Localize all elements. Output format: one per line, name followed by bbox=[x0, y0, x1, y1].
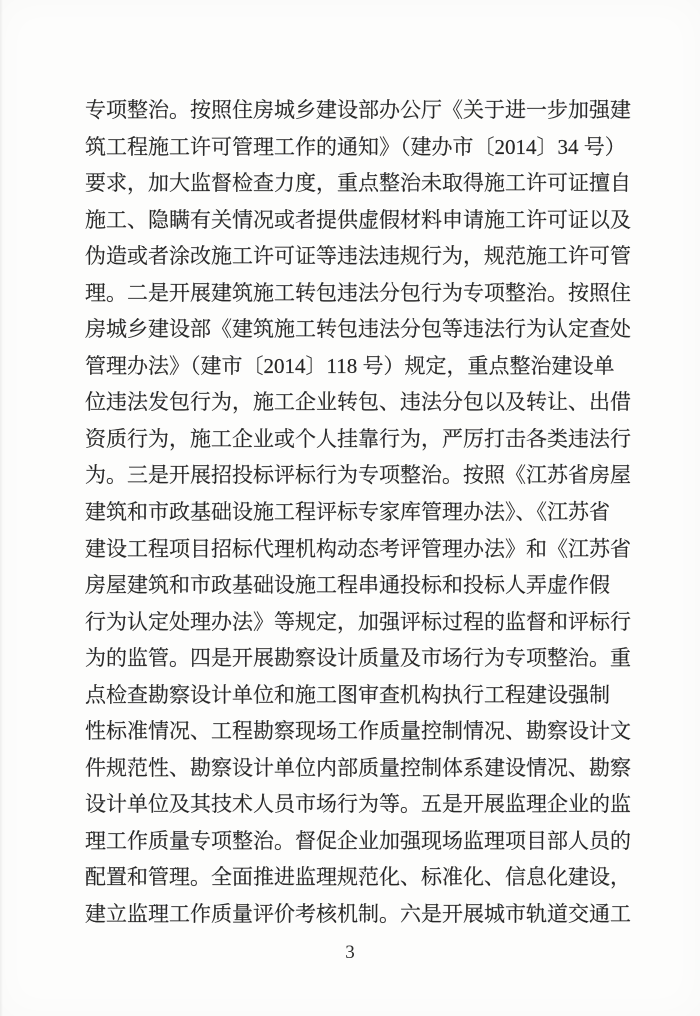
text-line: 房屋建筑和市政基础设施工程串通投标和投标人弄虚作假 bbox=[85, 573, 610, 598]
page-number: 3 bbox=[345, 942, 355, 963]
text-line: 建设工程项目招标代理机构动态考评管理办法》和《江苏省 bbox=[85, 536, 631, 561]
text-line: 专项整治。按照住房城乡建设部办公厅《关于进一步加强建 bbox=[85, 98, 631, 122]
text-line: 设计单位及其技术人员市场行为等。五是开展监理企业的监 bbox=[85, 792, 631, 817]
text-line: 管理办法》（建市〔2014〕118 号）规定，重点整治建设单 bbox=[85, 353, 615, 378]
text-line: 资质行为，施工企业或个人挂靠行为，严厉打击各类违法行 bbox=[85, 426, 631, 451]
text-line: 房城乡建设部《建筑施工转包违法分包等违法行为认定查处 bbox=[85, 317, 631, 342]
page-footer bbox=[0, 942, 700, 964]
text-line: 理。二是开展建筑施工转包违法分包行为专项整治。按照住 bbox=[85, 280, 631, 305]
scan-edge-shadow bbox=[0, 0, 3, 1016]
text-line: 为。三是开展招投标评标行为专项整治。按照《江苏省房屋 bbox=[85, 463, 631, 488]
text-line: 要求，加大监督检查力度，重点整治未取得施工许可证擅自 bbox=[85, 171, 631, 196]
text-line: 为的监管。四是开展勘察设计质量及市场行为专项整治。重 bbox=[85, 646, 631, 671]
text-line: 位违法发包行为，施工企业转包、违法分包以及转让、出借 bbox=[85, 390, 631, 415]
text-line: 配置和管理。全面推进监理规范化、标准化、信息化建设， bbox=[85, 865, 631, 890]
text-line: 件规范性、勘察设计单位内部质量控制体系建设情况、勘察 bbox=[85, 755, 631, 780]
text-line: 施工、隐瞒有关情况或者提供虚假材料申请施工许可证以及 bbox=[85, 207, 631, 232]
text-line: 理工作质量专项整治。督促企业加强现场监理项目部人员的 bbox=[85, 828, 631, 853]
text-line: 行为认定处理办法》等规定，加强评标过程的监督和评标行 bbox=[85, 609, 631, 634]
text-line: 伪造或者涂改施工许可证等违法违规行为，规范施工许可管 bbox=[85, 244, 631, 269]
text-line: 筑工程施工许可管理工作的通知》（建办市〔2014〕34 号） bbox=[85, 134, 626, 159]
text-line: 建筑和市政基础设施工程评标专家库管理办法》、《江苏省 bbox=[85, 500, 610, 525]
text-line: 点检查勘察设计单位和施工图审查机构执行工程建设强制 bbox=[85, 682, 610, 707]
document-text-block bbox=[85, 92, 631, 933]
text-line: 性标准情况、工程勘察现场工作质量控制情况、勘察设计文 bbox=[85, 719, 631, 744]
text-line: 建立监理工作质量评价考核机制。六是开展城市轨道交通工 bbox=[85, 902, 631, 927]
